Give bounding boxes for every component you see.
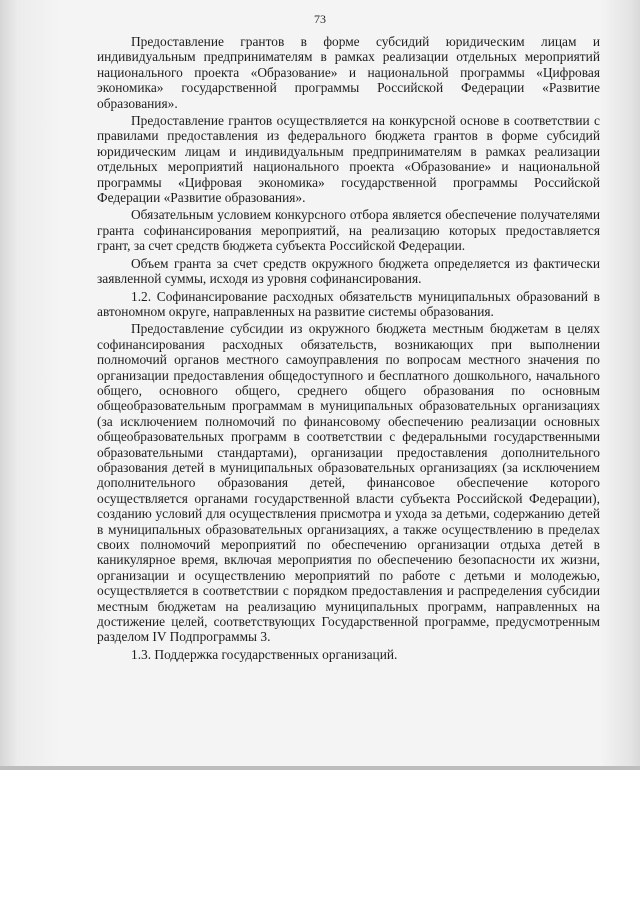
paragraph-grants-intro: Предоставление грантов в форме субсидий юридическим лицам и индивидуальным предпринимателям в рамках реализации отдельных мероприятий национального проекта «Образование» и национальной программы «Цифровая экономика» государственной программы Российской Федерации «Развитие образования». xyxy=(97,34,600,111)
document-body xyxy=(97,34,600,662)
page-number: 73 xyxy=(314,12,326,26)
paragraph-subsidy-provision: Предоставление субсидии из окружного бюджета местным бюджетам в целях софинансирования расходных обязательств, возникающих при выполнении полномочий органов местного самоуправления по вопросам местного значения по организации предоставления общедоступного и бесплатного дошкольного, начального общего, основного общего, среднего общего образования по основным общеобразовательным программам в муниципальных образовательных организациях (за исключением полномочий по финансовому обеспечению реализации основных общеобразовательных программ в соответствии с федеральными государственными образовательными стандартами), организации предоставления дополнительного образования детей в муниципальных образовательных организациях (за исключением дополнительного образования детей, финансовое обеспечение которого осуществляется органами государственной власти субъекта Российской Федерации), созданию условий для осуществления присмотра и ухода за детьми, содержанию детей в муниципальных образовательных организациях, а также осуществлению в пределах своих полномочий мероприятий по обеспечению организации отдыха детей в каникулярное время, включая мероприятия по обеспечению безопасности их жизни, организации и осуществлению мероприятий по работе с детьми и молодежью, осуществляется в соответствии с порядком предоставления и распределения субсидии местным бюджетам на реализацию муниципальных программ, направленных на достижение целей, соответствующих Государственной программе, предусмотренным разделом IV Подпрограммы 3. xyxy=(97,321,600,645)
paragraph-cofinancing-condition: Обязательным условием конкурсного отбора является обеспечение получателями гранта софинансирования мероприятий, на реализацию которых предоставляется грант, за счет средств бюджета субъекта Российской Федерации. xyxy=(97,207,600,254)
paragraph-grants-competition: Предоставление грантов осуществляется на конкурсной основе в соответствии с правилами предоставления из федерального бюджета грантов в форме субсидий юридическим лицам и индивидуальным предпринимателям в рамках реализации отдельных мероприятий национального проекта «Образование» и национальной программы «Цифровая экономика» государственной программы Российской Федерации «Развитие образования». xyxy=(97,113,600,206)
section-heading-1-3: 1.3. Поддержка государственных организаций. xyxy=(131,646,398,662)
section-heading-1-2: 1.2. Софинансирование расходных обязательств муниципальных образований в автономном округе, направленных на развитие системы образования. xyxy=(97,288,600,319)
blank-margin xyxy=(0,770,640,905)
paragraph-grant-volume: Объем гранта за счет средств окружного бюджета определяется из фактически заявленной суммы, исходя из уровня софинансирования. xyxy=(97,255,600,287)
